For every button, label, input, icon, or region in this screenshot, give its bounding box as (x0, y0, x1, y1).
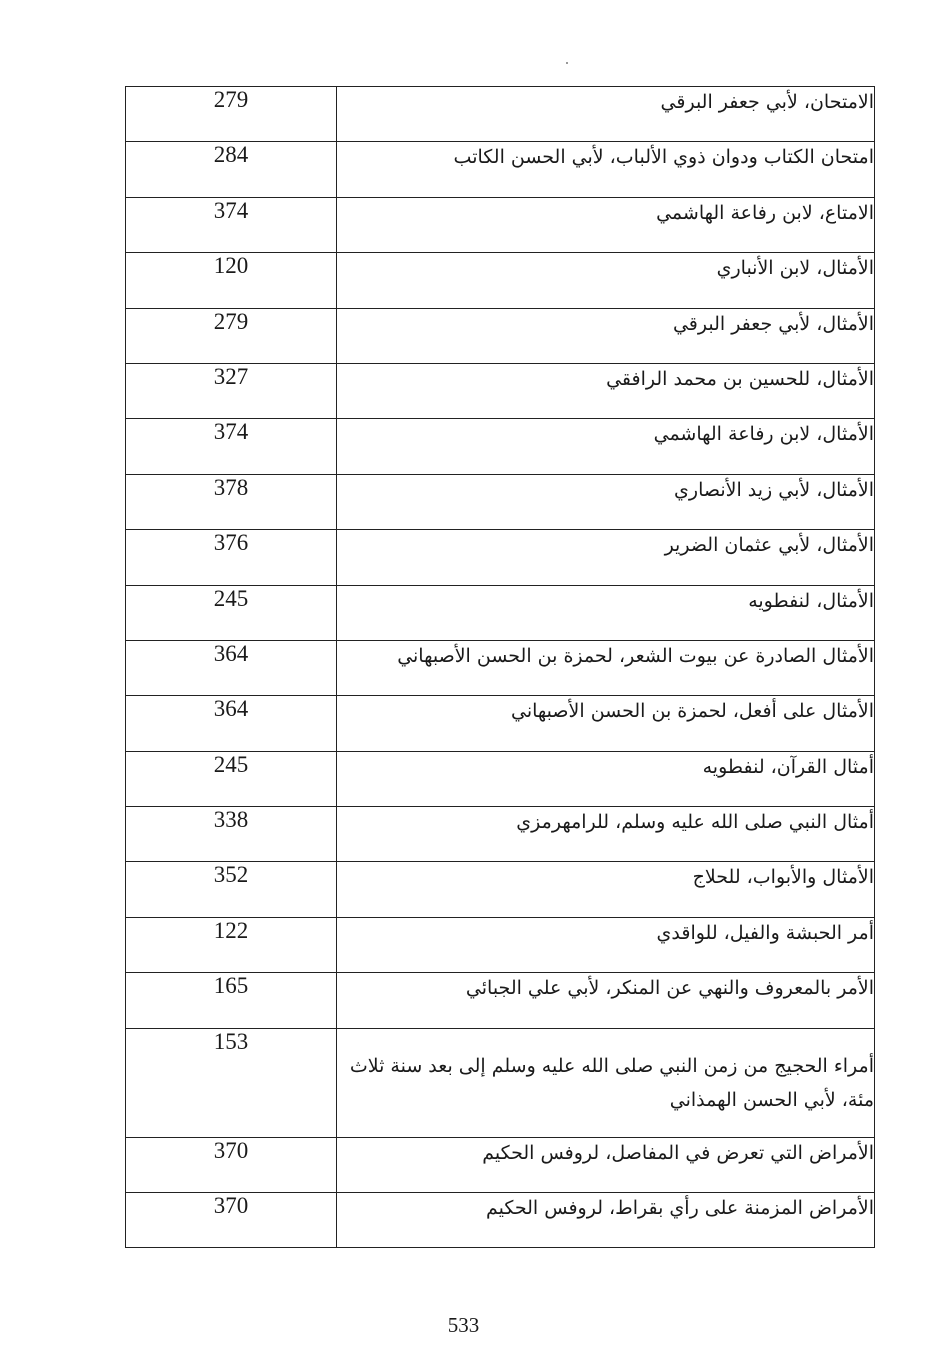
entry-title: الأمثال، لأبي جعفر البرقي (337, 308, 875, 363)
entry-page: 165 (126, 973, 337, 1028)
entry-page: 374 (126, 419, 337, 474)
entry-title: الأمثال، لأبي عثمان الضرير (337, 530, 875, 585)
entry-page: 370 (126, 1193, 337, 1248)
table-row (126, 807, 875, 862)
entry-page: 120 (126, 253, 337, 308)
entry-page: 245 (126, 585, 337, 640)
table-row (126, 474, 875, 529)
entry-page: 122 (126, 917, 337, 972)
entry-page: 374 (126, 197, 337, 252)
entry-title: الامتاع، لابن رفاعة الهاشمي (337, 197, 875, 252)
table-row (126, 1137, 875, 1192)
entry-page: 245 (126, 751, 337, 806)
table-row (126, 917, 875, 972)
entry-page: 279 (126, 87, 337, 142)
entry-title: الأمثال، لابن رفاعة الهاشمي (337, 419, 875, 474)
entry-page: 376 (126, 530, 337, 585)
entry-title: الامتحان، لأبي جعفر البرقي (337, 87, 875, 142)
table-row (126, 419, 875, 474)
table-row (126, 530, 875, 585)
entry-title: الأمثال، لأبي زيد الأنصاري (337, 474, 875, 529)
table-row (126, 862, 875, 917)
table-row (126, 751, 875, 806)
index-table (125, 86, 875, 1248)
entry-page: 327 (126, 363, 337, 418)
table-row (126, 1028, 875, 1137)
index-rows (126, 87, 875, 1248)
table-row (126, 585, 875, 640)
table-row (126, 308, 875, 363)
entry-page: 279 (126, 308, 337, 363)
entry-page: 352 (126, 862, 337, 917)
entry-title: الأمثال، لنفطويه (337, 585, 875, 640)
entry-page: 378 (126, 474, 337, 529)
table-row (126, 142, 875, 197)
entry-page: 364 (126, 696, 337, 751)
entry-title: الأمثال والأبواب، للحلاج (337, 862, 875, 917)
table-row (126, 1193, 875, 1248)
entry-page: 370 (126, 1137, 337, 1192)
entry-title: الأمراض التي تعرض في المفاصل، لروفس الحكيم (337, 1137, 875, 1192)
entry-page: 338 (126, 807, 337, 862)
table-row (126, 87, 875, 142)
table-row (126, 197, 875, 252)
entry-title: أمر الحبشة والفيل، للواقدي (337, 917, 875, 972)
entry-title: امتحان الكتاب ودوان ذوي الألباب، لأبي الحسن الكاتب (337, 142, 875, 197)
entry-title: أمثال النبي صلى الله عليه وسلم، للرامهرمزي (337, 807, 875, 862)
entry-title: الأمر بالمعروف والنهي عن المنكر، لأبي علي الجبائي (337, 973, 875, 1028)
entry-page: 284 (126, 142, 337, 197)
entry-title: الأمثال على أفعل، لحمزة بن الحسن الأصبهاني (337, 696, 875, 751)
entry-title: الأمثال، لابن الأنباري (337, 253, 875, 308)
entry-page: 153 (126, 1028, 337, 1137)
entry-title: الأمثال الصادرة عن بيوت الشعر، لحمزة بن الحسن الأصبهاني (337, 640, 875, 695)
entry-title: الأمراض المزمنة على رأي بقراط، لروفس الحكيم (337, 1193, 875, 1248)
scan-speck (566, 62, 568, 64)
entry-title: الأمثال، للحسين بن محمد الرافقي (337, 363, 875, 418)
table-row (126, 696, 875, 751)
page-number: 533 (447, 1313, 480, 1337)
table-row (126, 640, 875, 695)
table-row (126, 363, 875, 418)
entry-title: أمثال القرآن، لنفطويه (337, 751, 875, 806)
entry-title: أمراء الحجيج من زمن النبي صلى الله عليه وسلم إلى بعد سنة ثلاث مئة، لأبي الحسن الهمذاني (337, 1028, 875, 1137)
entry-page: 364 (126, 640, 337, 695)
table-row (126, 973, 875, 1028)
table-row (126, 253, 875, 308)
